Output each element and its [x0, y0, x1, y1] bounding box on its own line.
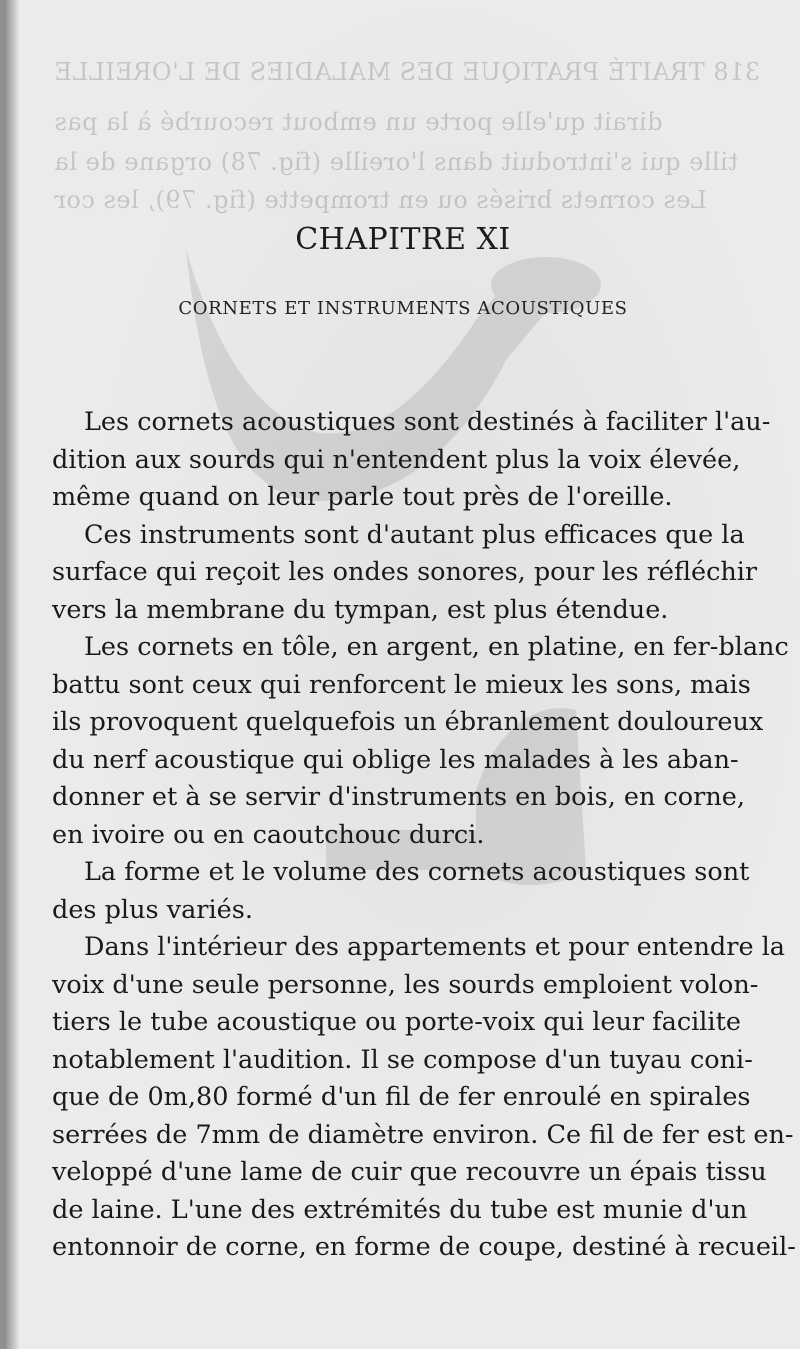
text-line: surface qui reçoit les ondes sonores, pour les réfléchir	[52, 557, 758, 587]
page-gutter-shadow	[6, 0, 20, 1349]
chapter-subtitle: CORNETS ET INSTRUMENTS ACOUSTIQUES	[178, 298, 628, 319]
bleed-through-text: tille qui s'introduit dans l'oreille (fig. 78) organe de la	[54, 148, 738, 176]
text-line: en ivoire ou en caoutchouc durci.	[52, 819, 485, 850]
text-line: La forme et le volume des cornets acoustiques sont	[84, 857, 750, 887]
chapter-title: CHAPITRE XI	[295, 222, 511, 257]
text-line: entonnoir de corne, en forme de coupe, destiné à recueil-	[52, 1232, 796, 1262]
text-line: Ces instruments sont d'autant plus efficaces que la	[84, 519, 745, 550]
text-line: même quand on leur parle tout près de l'oreille.	[52, 482, 673, 512]
text-line: Les cornets acoustiques sont destinés à faciliter l'au-	[84, 407, 771, 437]
text-line: Les cornets en tôle, en argent, en platine, en fer-blanc	[84, 632, 789, 662]
text-line: vers la membrane du tympan, est plus étendue.	[52, 594, 669, 625]
text-line: voix d'une seule personne, les sourds emploient volon-	[52, 969, 759, 1000]
text-line: Dans l'intérieur des appartements et pour entendre la	[84, 932, 786, 962]
bleed-through-text: dirait qu'elle porte un embout recourbé à la pas	[54, 108, 663, 136]
text-line: de laine. L'une des extrémités du tube est munie d'un	[52, 1194, 748, 1225]
text-line: du nerf acoustique qui oblige les malades à les aban-	[52, 744, 739, 775]
text-line: ils provoquent quelquefois un ébranlement douloureux	[52, 707, 764, 737]
bleed-through-text: Les cornets brisés ou en trompette (fig. 79), les cor	[54, 186, 707, 214]
text-line: notablement l'audition. Il se compose d'un tuyau coni-	[52, 1044, 753, 1075]
bleed-through-text: 318 TRAITÉ PRATIQUE DES MALADIES DE L'OREILLE	[54, 58, 761, 86]
text-line: dition aux sourds qui n'entendent plus la voix élevée,	[52, 444, 741, 475]
body-text	[52, 404, 796, 1267]
text-line: tiers le tube acoustique ou porte-voix qui leur facilite	[52, 1007, 741, 1037]
text-line: serrées de 7mm de diamètre environ. Ce fil de fer est en-	[52, 1119, 794, 1150]
text-line: des plus variés.	[52, 894, 253, 925]
book-page	[6, 0, 800, 1349]
text-line: battu sont ceux qui renforcent le mieux les sons, mais	[52, 669, 751, 700]
text-line: que de 0m,80 formé d'un fil de fer enroulé en spirales	[52, 1082, 751, 1112]
text-line: veloppé d'une lame de cuir que recouvre un épais tissu	[52, 1157, 767, 1187]
text-line: donner et à se servir d'instruments en bois, en corne,	[52, 782, 745, 812]
